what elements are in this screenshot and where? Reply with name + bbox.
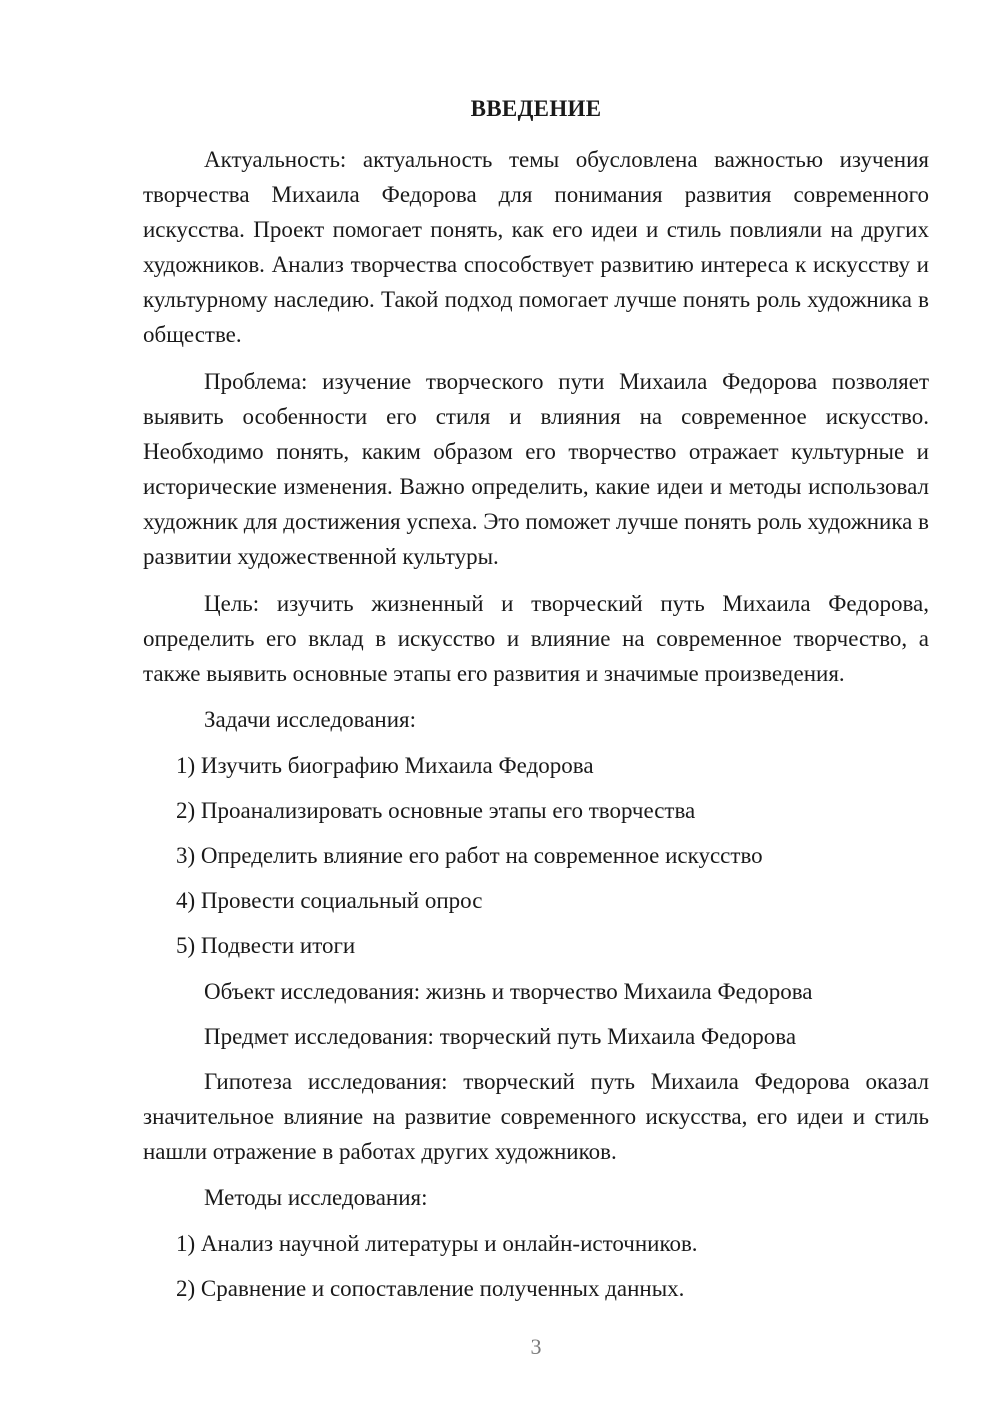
hypothesis-paragraph: Гипотеза исследования: творческий путь Михаила Федорова оказал значительное влияние на развитие современного искусства, его идеи и стиль нашли отражение в работах других художников.	[143, 1069, 929, 1164]
methods-list	[143, 1226, 929, 1261]
tasks-list-row	[143, 838, 929, 873]
tasks-heading: Задачи исследования:	[204, 707, 417, 732]
research-subject: Предмет исследования: творческий путь Михаила Федорова	[204, 1024, 797, 1049]
methods-heading: Методы исследования:	[204, 1185, 428, 1210]
subject-block	[143, 1019, 929, 1054]
list-item: 3) Определить влияние его работ на современное искусство	[176, 843, 763, 868]
relevance-paragraph: Актуальность: актуальность темы обусловлена важностью изучения творчества Михаила Федорова для понимания развития современного искусства. Проект помогает понять, как его идеи и стиль повлияли на других художников. Анализ творчества способствует развитию интереса к искусству и культурному наследию. Такой подход помогает лучше понять роль художника в обществе.	[143, 147, 929, 347]
page-number: 3	[530, 1334, 542, 1359]
relevance-section	[143, 142, 929, 352]
tasks-heading-block	[143, 702, 929, 737]
list-item: 2) Сравнение и сопоставление полученных данных.	[176, 1276, 685, 1301]
object-block	[143, 974, 929, 1009]
tasks-list-row	[143, 883, 929, 918]
list-item: 1) Анализ научной литературы и онлайн-источников.	[176, 1231, 698, 1256]
tasks-list	[143, 748, 929, 783]
methods-list-row	[143, 1271, 929, 1306]
tasks-list-row	[143, 928, 929, 963]
page-title: ВВЕДЕНИЕ	[470, 96, 602, 121]
goal-section	[143, 586, 929, 691]
list-item: 1) Изучить биографию Михаила Федорова	[176, 753, 594, 778]
problem-section	[143, 364, 929, 574]
list-item: 4) Провести социальный опрос	[176, 888, 483, 913]
tasks-list-row	[143, 793, 929, 828]
problem-paragraph: Проблема: изучение творческого пути Михаила Федорова позволяет выявить особенности его стиля и влияния на современное искусство. Необходимо понять, каким образом его творчество отражает культурные и исторические изменения. Важно определить, какие идеи и методы использовал художник для достижения успеха. Это поможет лучше понять роль художника в развитии художественной культуры.	[143, 369, 929, 569]
hypothesis-section	[143, 1064, 929, 1169]
goal-paragraph: Цель: изучить жизненный и творческий путь Михаила Федорова, определить его вклад в искусство и влияние на современное творчество, а также выявить основные этапы его развития и значимые произведения.	[143, 591, 929, 686]
methods-heading-block	[143, 1180, 929, 1215]
list-item: 2) Проанализировать основные этапы его творчества	[176, 798, 696, 823]
list-item: 5) Подвести итоги	[176, 933, 356, 958]
research-object: Объект исследования: жизнь и творчество Михаила Федорова	[204, 979, 813, 1004]
